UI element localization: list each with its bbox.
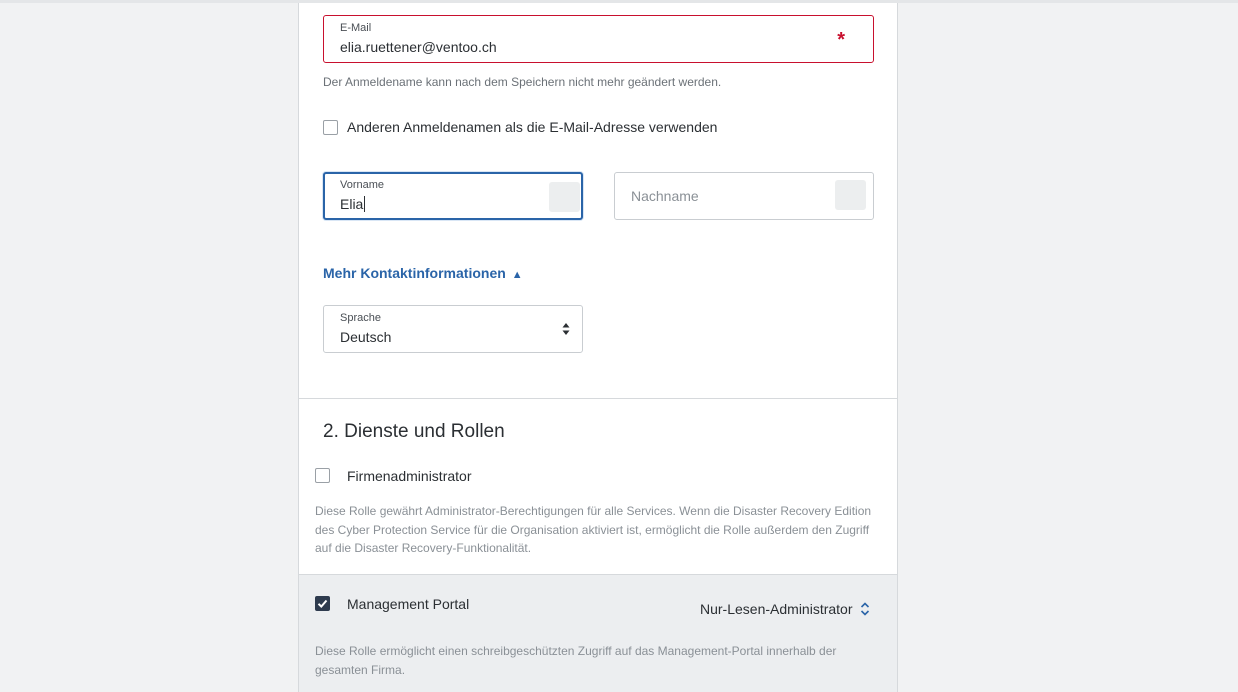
roles-section-title: 2. Dienste und Rollen (323, 421, 505, 442)
language-value: Deutsch (340, 329, 392, 345)
required-asterisk-icon: * (837, 29, 845, 51)
first-name-label: Vorname (340, 179, 385, 191)
first-name-value-wrap (340, 196, 365, 212)
role-select-value: Nur-Lesen-Administrator (700, 601, 853, 617)
select-chevrons-icon (860, 601, 870, 617)
company-admin-label: Firmenadministrator (347, 468, 472, 484)
language-label: Sprache (340, 312, 381, 324)
autofill-icon[interactable] (835, 180, 866, 210)
login-hint: Der Anmeldename kann nach dem Speichern nicht mehr geändert werden. (323, 75, 722, 89)
management-portal-checkbox[interactable] (315, 596, 330, 611)
last-name-field[interactable] (614, 172, 874, 220)
more-contact-info-link[interactable] (323, 265, 523, 281)
management-portal-description: Diese Rolle ermöglicht einen schreibgeschützten Zugriff auf das Management-Portal innerhalb der gesamten Firma. (315, 644, 837, 677)
email-label: E-Mail (340, 22, 372, 34)
alt-login-checkbox[interactable] (323, 120, 338, 135)
first-name-value: Elia (340, 196, 364, 212)
section-divider (299, 398, 897, 399)
text-caret (364, 196, 365, 212)
language-select[interactable] (323, 305, 583, 353)
sort-arrows-icon (562, 322, 570, 336)
company-admin-checkbox[interactable] (315, 468, 330, 483)
chevron-up-icon: ▲ (511, 269, 523, 281)
user-form-panel (298, 3, 898, 692)
management-portal-label: Management Portal (347, 596, 470, 612)
alt-login-label: Anderen Anmeldenamen als die E-Mail-Adresse verwenden (347, 119, 718, 135)
email-value: elia.ruettener@ventoo.ch (340, 39, 497, 55)
company-admin-description: Diese Rolle gewährt Administrator-Berechtigungen für alle Services. Wenn die Disaster Recovery Edition des Cyber Protection Service für die Organisation aktiviert ist, ermöglicht die Rolle außerdem den Zugriff auf die Disaster Recovery-Funktionalität. (315, 504, 872, 555)
management-portal-row (299, 574, 897, 692)
email-field[interactable] (323, 15, 874, 63)
more-contact-info-label: Mehr Kontaktinformationen (323, 265, 506, 281)
checkmark-icon (317, 598, 328, 609)
first-name-field[interactable] (323, 172, 583, 220)
role-select[interactable] (700, 601, 870, 617)
autofill-icon[interactable] (549, 182, 580, 212)
last-name-placeholder: Nachname (631, 188, 699, 204)
